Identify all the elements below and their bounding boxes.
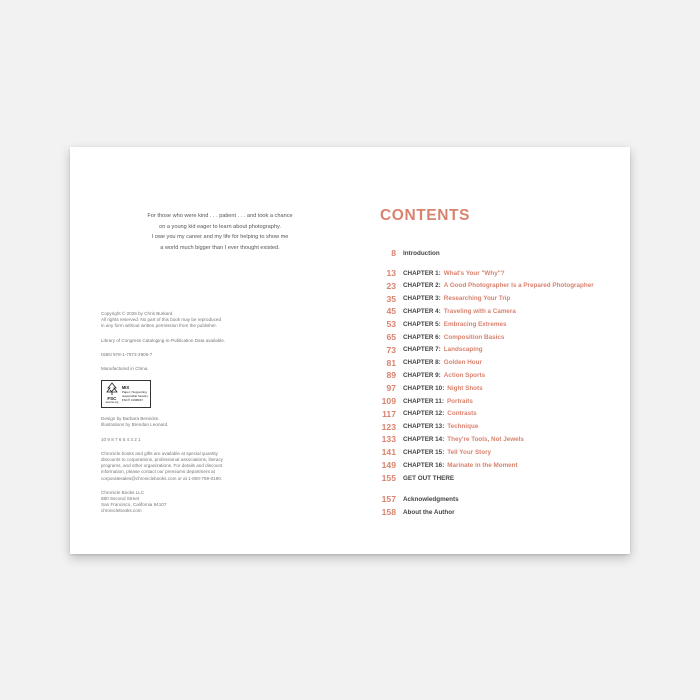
toc-item-chapter	[380, 422, 620, 432]
toc-chapter-title: They're Tools, Not Jewels	[447, 435, 524, 443]
copyright-page	[101, 311, 301, 523]
toc-page-number: 149	[381, 460, 396, 470]
toc-chapter-title: Contrasts	[447, 410, 477, 418]
toc-item-introduction	[380, 248, 620, 258]
copyright-line: Copyright © 2026 by Chris Burkard.	[101, 311, 174, 316]
toc-item-chapter	[380, 319, 620, 329]
toc-page-number: 73	[386, 344, 396, 355]
toc-chapter-title: Researching Your Trip	[443, 295, 511, 303]
toc-page-number: 35	[386, 293, 396, 304]
toc-chapter-title: Portraits	[446, 397, 473, 405]
address-line: San Francisco, California 94107	[101, 502, 167, 508]
toc-page-number: 8	[391, 248, 396, 258]
toc-page-number: 81	[386, 357, 396, 368]
toc-item-chapter	[380, 332, 620, 342]
toc-chapter-number: CHAPTER 1:	[403, 269, 441, 277]
toc-chapter-number: CHAPTER 10:	[403, 384, 445, 392]
toc-page-number: 109	[381, 396, 396, 406]
toc-chapter-number: CHAPTER 9:	[403, 371, 441, 379]
toc-page-number: 97	[386, 383, 396, 394]
dedication-line: For those who were kind . . . patient . . . and took a chance	[147, 213, 293, 219]
toc-label: About the Author	[403, 508, 455, 516]
address-line: chroniclebooks.com	[101, 508, 142, 514]
toc-chapter-number: CHAPTER 5:	[403, 320, 441, 328]
toc-page-number: 13	[386, 268, 396, 278]
toc-page-number: 89	[386, 370, 396, 381]
toc-page-number: 123	[381, 421, 396, 432]
fsc-url: www.fsc.org	[105, 401, 119, 405]
sales-line: corporatesales@chroniclebooks.com or at 1-800-759-0190.	[101, 475, 223, 481]
toc-item-chapter	[380, 370, 620, 380]
toc-item-chapter	[380, 409, 620, 419]
toc-item-chapter	[380, 281, 620, 291]
toc-chapter-title: Composition Basics	[443, 333, 505, 341]
toc-chapter-number: CHAPTER 16:	[403, 461, 445, 469]
toc-page-number: 141	[381, 447, 396, 458]
contents-title: CONTENTS	[380, 207, 471, 224]
toc-page-number: 117	[382, 408, 396, 419]
toc-item-chapter	[380, 358, 620, 368]
toc-chapter-number: CHAPTER 6:	[403, 333, 441, 341]
credit-line: Design by Barbara Benecke.	[101, 416, 160, 422]
toc-page-number: 45	[386, 306, 396, 317]
fsc-text	[122, 386, 148, 402]
toc-chapter-number: CHAPTER 12:	[403, 410, 445, 418]
toc-chapter-title: Marinate in the Moment	[447, 461, 518, 469]
toc-chapter-title: Tell Your Story	[447, 448, 492, 456]
sales-line: programs, and other organizations. For details and discount	[101, 463, 223, 469]
fsc-logo-text: FSC	[107, 396, 117, 402]
toc-chapter-number: CHAPTER 11:	[403, 397, 444, 405]
toc-label: Acknowledgments	[403, 495, 459, 503]
toc-page-number: 155	[381, 473, 396, 483]
toc-page-number: 133	[381, 434, 396, 445]
toc-item-chapter	[380, 434, 620, 444]
toc-chapter-title: A Good Photographer Is a Prepared Photographer	[443, 282, 594, 290]
toc-chapter-title: Traveling with a Camera	[443, 307, 516, 315]
copyright-line: All rights reserved. No part of this book may be reproduced	[101, 317, 222, 323]
dedication-line: on a young kid eager to learn about photography.	[159, 223, 281, 230]
toc-chapter-number: CHAPTER 7:	[403, 346, 441, 354]
toc-item-chapter	[380, 447, 620, 457]
fsc-label	[101, 380, 151, 408]
toc-item-chapter	[380, 345, 620, 355]
toc-chapter-number: CHAPTER 15:	[403, 448, 445, 456]
toc-item-chapter	[380, 306, 620, 316]
design-credits	[101, 416, 301, 428]
toc-chapter-title: Landscaping	[443, 346, 483, 354]
toc-chapter-number: CHAPTER 4:	[403, 307, 441, 315]
toc-item-chapter	[380, 383, 620, 393]
toc-page-number: 157	[381, 494, 396, 504]
toc-item-chapter	[380, 268, 620, 278]
dedication	[110, 211, 330, 253]
sales-line: information, please contact our premiums department at	[101, 469, 215, 475]
toc-chapter-title: Golden Hour	[443, 359, 482, 367]
fsc-mix: MIX	[121, 385, 130, 391]
toc-chapter-title: Embracing Extremes	[443, 320, 507, 328]
toc-chapter-title: Action Sports	[443, 371, 486, 379]
toc-item-about-the-author	[380, 507, 620, 517]
sales-info	[101, 451, 301, 482]
fsc-line: Paper | Supporting	[121, 390, 147, 395]
address-line: Chronicle Books LLC	[101, 489, 145, 495]
fsc-line: responsible forestry	[121, 394, 148, 399]
toc-label: GET OUT THERE	[403, 474, 455, 482]
address-line: 680 Second Street	[101, 496, 140, 502]
fsc-tree-icon	[104, 382, 120, 406]
toc-item-chapter	[380, 294, 620, 304]
toc-chapter-number: CHAPTER 13:	[403, 423, 445, 431]
manufactured-in: Manufactured in China.	[101, 366, 149, 372]
printing-line: 10 9 8 7 6 5 4 3 2 1	[101, 436, 141, 442]
toc-item-chapter	[380, 460, 620, 470]
toc-page-number: 65	[386, 332, 396, 342]
sales-line: Chronicle books and gifts are available at special quantity	[101, 450, 218, 456]
toc-chapter-number: CHAPTER 3:	[403, 295, 441, 303]
toc-page-number: 53	[386, 319, 396, 330]
publisher-address	[101, 490, 301, 515]
toc-item-acknowledgments	[380, 494, 620, 504]
toc-chapter-title: What's Your "Why"?	[443, 269, 505, 277]
toc-chapter-title: Technique	[447, 423, 479, 431]
toc-chapter-number: CHAPTER 14:	[403, 435, 445, 443]
copyright-notice	[101, 311, 301, 330]
toc-chapter-number: CHAPTER 2:	[403, 282, 441, 290]
toc-item-get-out-there	[380, 473, 620, 483]
dedication-line: I owe you my career and my life for helping to show me	[151, 234, 289, 241]
fsc-line: FSC® C008047	[121, 398, 144, 403]
toc-page-number: 158	[381, 507, 396, 517]
toc-page-number: 23	[386, 280, 396, 291]
toc-item-chapter	[380, 396, 620, 406]
toc-chapter-title: Night Shots	[447, 384, 483, 392]
cip-data: Library of Congress Cataloging-in-Publication Data available.	[101, 337, 226, 343]
copyright-line: in any form without written permission from the publisher.	[101, 323, 217, 329]
isbn: ISBN 978-1-7972-2905-7	[101, 351, 153, 357]
toc-label: Introduction	[403, 249, 440, 257]
toc-chapter-number: CHAPTER 8:	[403, 359, 441, 367]
dedication-line: a world much bigger than I ever thought existed.	[160, 244, 280, 251]
tree-check-icon	[105, 382, 119, 396]
credit-line: Illustrations by Brendan Leonard.	[101, 422, 169, 428]
sales-line: discounts to corporations, professional associations, literacy	[101, 457, 224, 463]
